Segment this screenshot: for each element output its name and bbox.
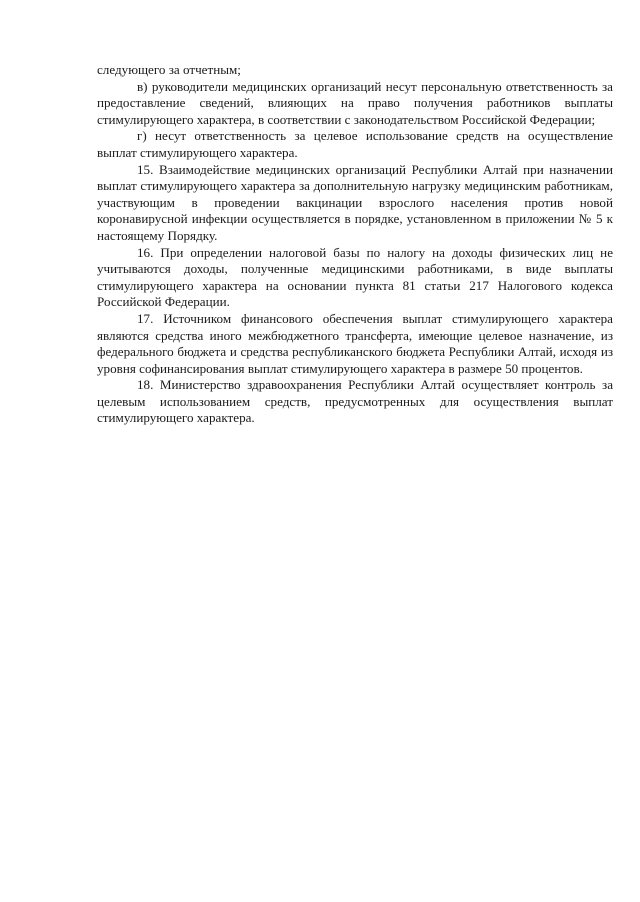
paragraph-17: 17. Источником финансового обеспечения выплат стимулирующего характера являются средства иного межбюджетного трансферта, имеющие целевое назначение, из федерального бюджета и средства республиканского бюджета Республики Алтай, исходя из уровня софинансирования выплат стимулирующего характера в размере 50 процентов.	[97, 310, 613, 376]
paragraph-continuation: следующего за отчетным;	[97, 62, 241, 77]
paragraph-item-g: г) несут ответственность за целевое использование средств на осуществление выплат стимулирующего характера.	[97, 128, 613, 160]
paragraph-18: 18. Министерство здравоохранения Республики Алтай осуществляет контроль за целевым использованием средств, предусмотренных для осуществления выплат стимулирующего характера.	[97, 377, 613, 426]
paragraph-16: 16. При определении налоговой базы по налогу на доходы физических лиц не учитываются доходы, полученные медицинскими работниками, в виде выплаты стимулирующего характера на основании пункта 81 статьи 217 Налогового кодекса Российской Федерации.	[97, 244, 613, 310]
paragraph-item-v: в) руководители медицинских организаций несут персональную ответственность за предоставление сведений, влияющих на право получения работников выплаты стимулирующего характера, в соответствии с законодательством Российской Федерации;	[97, 78, 613, 127]
document-body	[97, 62, 613, 427]
paragraph-15: 15. Взаимодействие медицинских организаций Республики Алтай при назначении выплат стимулирующего характера за дополнительную нагрузку медицинским работникам, участвующим в проведении вакцинации взрослого населения против новой коронавирусной инфекции осуществляется в порядке, установленном в приложении № 5 к настоящему Порядку.	[97, 161, 613, 243]
